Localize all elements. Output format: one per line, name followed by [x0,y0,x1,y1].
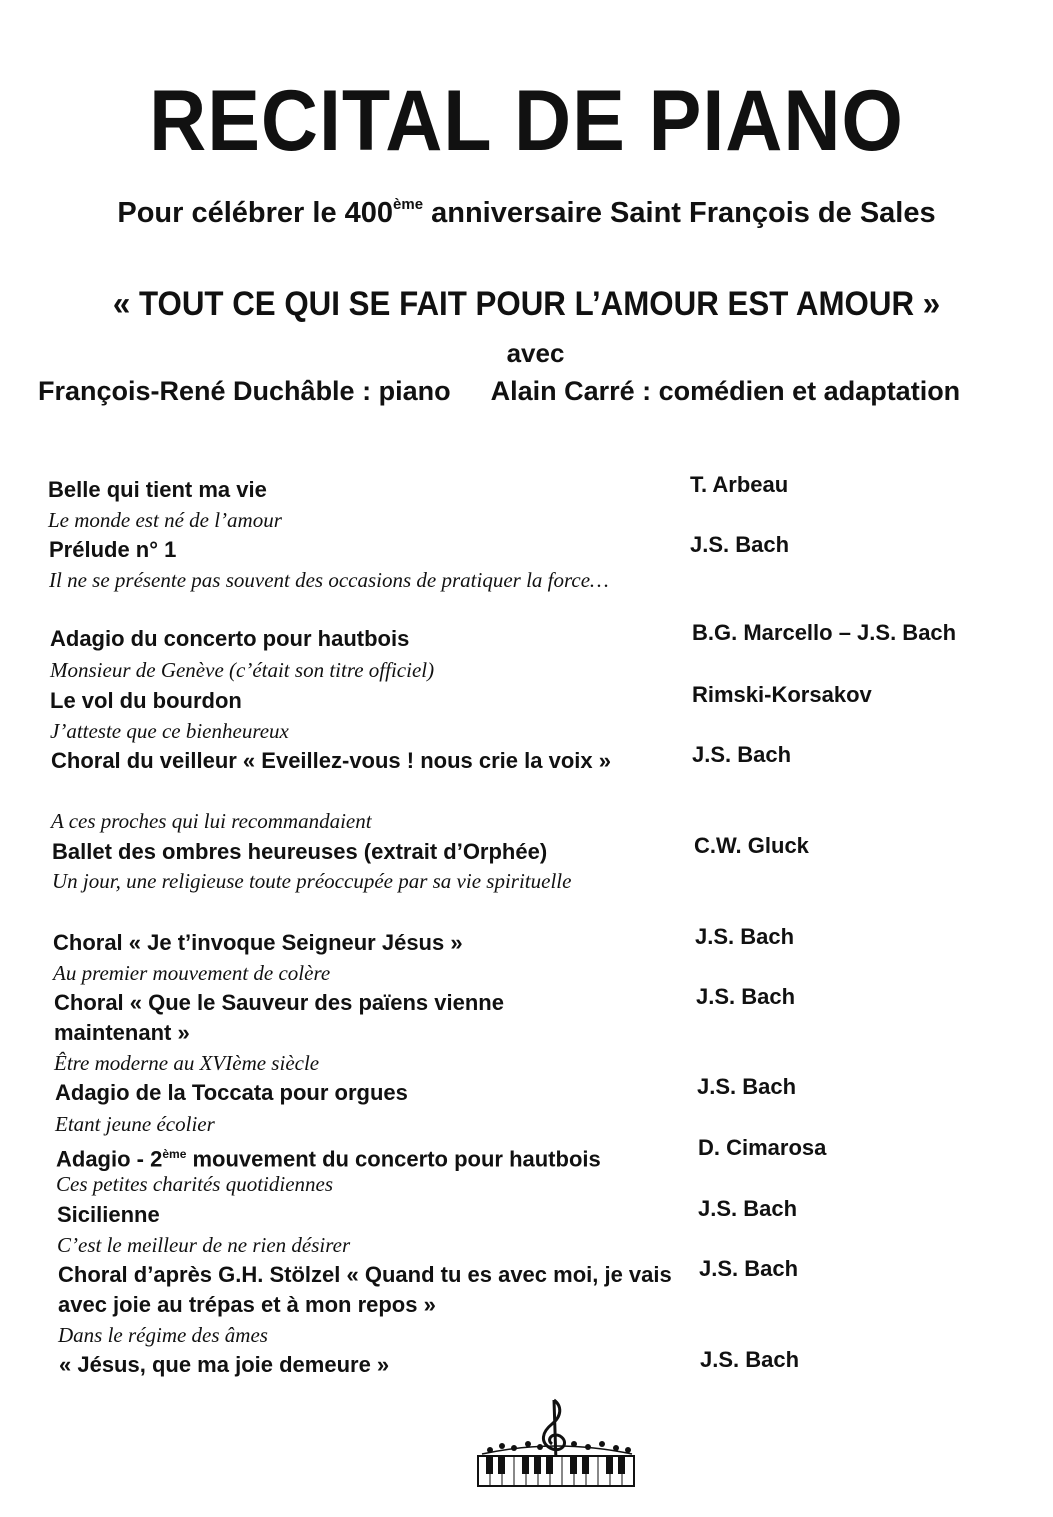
program-piece: Belle qui tient ma vie [48,477,267,502]
program-narration: Monsieur de Genève (c’était son titre officiel) [50,658,435,682]
program-narration: Le monde est né de l’amour [48,508,282,532]
program-composer: T. Arbeau [690,472,789,497]
motto-quote: « TOUT CE QUI SE FAIT POUR L’AMOUR EST AMOUR » [112,285,941,323]
program-piece: « Jésus, que ma joie demeure » [59,1352,390,1377]
actor-credit: Alain Carré : comédien et adaptation [490,376,961,406]
program-composer: B.G. Marcello – J.S. Bach [692,620,957,645]
program-piece: Sicilienne [57,1202,160,1227]
program-piece: Ballet des ombres heureuses (extrait d’Orphée) [52,839,548,864]
pianist-credit: François-René Duchâble : piano [38,376,451,406]
piece-superscript: ème [162,1147,187,1161]
program-piece: Prélude n° 1 [49,537,177,562]
program-composer: C.W. Gluck [694,833,809,858]
program-narration: Un jour, une religieuse toute préoccupée par sa vie spirituelle [52,869,572,893]
program-composer: J.S. Bach [695,924,795,949]
program-narration: C’est le meilleur de ne rien désirer [57,1233,351,1257]
program-narration: A ces proches qui lui recommandaient [51,809,372,833]
program-composer: J.S. Bach [697,1074,797,1099]
program-narration: Il ne se présente pas souvent des occasions de pratiquer la force… [49,568,609,592]
program-piece: Le vol du bourdon [50,688,242,713]
program-piece: Choral d’après G.H. Stölzel « Quand tu es avec moi, je vais avec joie au trépas et à mon repos » [58,1262,672,1317]
program-composer: J.S. Bach [692,742,792,767]
program-composer: J.S. Bach [696,984,796,1009]
piece-text-end: mouvement du concerto pour hautbois [186,1146,601,1172]
program-piece: Adagio du concerto pour hautbois [50,626,410,651]
program-narration: Au premier mouvement de colère [53,961,331,985]
program-piece: Choral « Que le Sauveur des païens vienne maintenant » [54,990,504,1045]
treble-clef-piano-keyboard-icon [470,1392,640,1492]
program-piece: Choral du veilleur « Eveillez-vous ! nous crie la voix » [51,748,611,773]
program-narration: J’atteste que ce bienheureux [50,719,289,743]
program-narration: Ces petites charités quotidiennes [56,1172,334,1196]
avec-label: avec [506,338,565,368]
page-title: RECITAL DE PIANO [149,73,904,169]
program-composer: J.S. Bach [699,1256,799,1281]
program-narration: Etant jeune écolier [55,1112,215,1136]
subtitle-text: Pour célébrer le 400 [117,197,394,229]
subtitle-text-end: anniversaire Saint François de Sales [423,197,936,229]
program-narration: Dans le régime des âmes [58,1323,268,1347]
program-composer: J.S. Bach [700,1347,800,1372]
subtitle-superscript: ème [393,196,424,214]
program-composer: J.S. Bach [690,532,790,557]
program-composer: Rimski-Korsakov [692,682,872,707]
program-piece: Adagio de la Toccata pour orgues [55,1080,408,1105]
piece-text: Adagio - 2 [56,1146,163,1172]
program-narration: Être moderne au XVIème siècle [54,1051,320,1075]
program-composer: D. Cimarosa [698,1135,827,1160]
program-composer: J.S. Bach [698,1196,798,1221]
program-piece: Choral « Je t’invoque Seigneur Jésus » [53,930,463,955]
